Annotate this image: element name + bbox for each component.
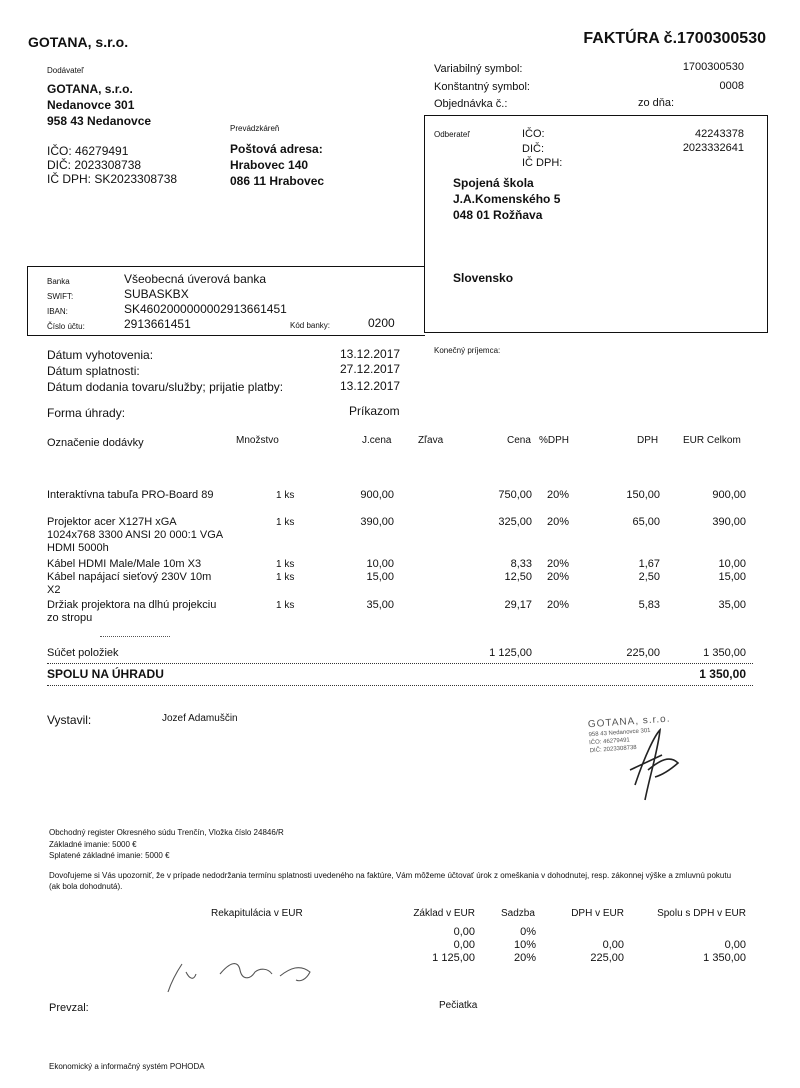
item-unit-price: 10,00 [366, 558, 394, 570]
sum-separator [47, 663, 753, 664]
item-vat-pct: 20% [547, 516, 570, 528]
item-desc: Držiak projektora na dlhú projekciu zo stropu [47, 599, 217, 624]
customer-dic-label: DIČ: [522, 143, 544, 155]
customer-street: J.A.Komenského 5 [453, 192, 561, 206]
constant-symbol-value: 0008 [719, 80, 744, 92]
supplier-name: GOTANA, s.r.o. [47, 82, 133, 96]
recap-row [0, 926, 800, 939]
invoice-title: FAKTÚRA č.1700300530 [583, 30, 766, 47]
col-vat-pct-header: %DPH [539, 435, 570, 446]
supplier-icdph: IČ DPH: SK2023308738 [47, 172, 178, 186]
order-number-label: Objednávka č.: [434, 98, 508, 110]
issue-date-label: Dátum vyhotovenia: [47, 348, 154, 362]
supplier-street: Nedanovce 301 [47, 98, 135, 112]
item-total: 10,00 [718, 558, 746, 570]
item-unit-price: 35,00 [366, 599, 394, 611]
supplier-dic: DIČ: 2023308738 [47, 158, 142, 172]
table-row [0, 558, 800, 572]
customer-dic-value: 2023332641 [682, 142, 744, 154]
customer-ico-value: 42243378 [695, 128, 744, 140]
recap-row [0, 939, 800, 952]
recap-total: 0,00 [724, 939, 746, 951]
customer-icdph-label: IČ DPH: [522, 157, 563, 169]
stamp-line-4: DIČ: 2023308738 [589, 744, 637, 755]
col-vat-header: DPH [637, 435, 659, 446]
item-vat-pct: 20% [547, 571, 570, 583]
table-row [0, 599, 800, 625]
recap-vat: 225,00 [590, 952, 624, 964]
col-total-header: EUR Celkom [683, 435, 741, 446]
recap-base: 1 125,00 [432, 952, 475, 964]
col-price-header: Cena [507, 435, 531, 446]
table-row [0, 571, 800, 597]
item-qty: 1 ks [276, 572, 295, 583]
item-price: 8,33 [510, 558, 532, 570]
payment-form-value: Príkazom [349, 404, 400, 418]
recap-total-header: Spolu s DPH v EUR [657, 908, 746, 919]
recap-base: 0,00 [453, 926, 475, 938]
item-unit-price: 900,00 [360, 489, 394, 501]
item-vat: 150,00 [626, 489, 660, 501]
customer-country: Slovensko [453, 271, 514, 285]
grand-total-label: SPOLU NA ÚHRADU [47, 667, 164, 681]
table-row [0, 516, 800, 556]
item-price: 12,50 [504, 571, 532, 583]
item-vat: 1,67 [638, 558, 660, 570]
bank-code-label: Kód banky: [290, 321, 331, 330]
item-vat-pct: 20% [547, 599, 570, 611]
item-qty: 1 ks [276, 600, 295, 611]
recap-rate: 20% [513, 952, 536, 964]
issued-by-name: Jozef Adamuščin [162, 713, 238, 724]
item-unit-price: 390,00 [360, 516, 394, 528]
item-total: 390,00 [712, 516, 746, 528]
supplier-ico: IČO: 46279491 [47, 144, 129, 158]
stamp-line-1: GOTANA, s.r.o. [587, 713, 671, 731]
item-vat-pct: 20% [547, 489, 570, 501]
col-desc-header: Označenie dodávky [47, 437, 144, 449]
issue-date-value: 13.12.2017 [340, 347, 401, 361]
item-total: 900,00 [712, 489, 746, 501]
premises-city: 086 11 Hrabovec [230, 174, 325, 188]
item-qty: 1 ks [276, 559, 295, 570]
recap-rate-header: Sadzba [501, 908, 535, 919]
table-row [0, 489, 800, 515]
recap-row [0, 952, 800, 965]
payment-form-label: Forma úhrady: [47, 406, 126, 420]
account-value: 2913661451 [124, 317, 191, 331]
customer-city: 048 01 Rožňava [453, 208, 543, 222]
sum-label: Súčet položiek [47, 647, 119, 659]
sum-price: 1 125,00 [489, 647, 532, 659]
customer-label: Odberateľ [434, 130, 470, 139]
final-recipient-label: Konečný príjemca: [434, 346, 501, 355]
supplier-city: 958 43 Nedanovce [47, 114, 152, 128]
item-vat: 65,00 [632, 516, 660, 528]
grand-total-row [0, 667, 800, 685]
system-footer: Ekonomický a informačný systém POHODA [49, 1062, 205, 1071]
item-total: 15,00 [718, 571, 746, 583]
grand-total-value: 1 350,00 [699, 667, 746, 681]
stamp-line-3: IČO: 46279491 [588, 737, 631, 747]
item-desc: Kábel napájací sieťový 230V 10m X2 [47, 571, 212, 596]
item-price: 325,00 [498, 516, 532, 528]
items-header-row [0, 434, 800, 450]
stamp-line-2: 958 43 Nedanovce 301 [588, 727, 651, 739]
bank-code-value: 0200 [368, 316, 395, 330]
swift-value: SUBASKBX [124, 287, 189, 301]
recap-rate: 10% [513, 939, 536, 951]
recap-vat-header: DPH v EUR [571, 908, 624, 919]
item-vat: 2,50 [638, 571, 660, 583]
item-qty: 1 ks [276, 490, 295, 501]
late-payment-notice: Dovoľujeme si Vás upozorniť, že v prípade nedodržania termínu splatnosti uvedeného na faktúre, Vám môžeme účtovať úrok z omeškania v dohodnutej, resp. zákonnej výške a zmluvnú pokutu (ak bola dohodnutá). [49, 871, 732, 891]
col-discount-header: Zľava [418, 435, 444, 446]
account-label: Číslo účtu: [47, 322, 85, 331]
item-unit-price: 15,00 [366, 571, 394, 583]
register-note: Obchodný register Okresného súdu Trenčín, Vložka číslo 24846/R [49, 828, 284, 837]
recap-title: Rekapitulácia v EUR [211, 908, 303, 919]
constant-symbol-label: Konštantný symbol: [434, 81, 530, 93]
iban-value: SK4602000000002913661451 [124, 302, 287, 316]
item-total: 35,00 [718, 599, 746, 611]
customer-ico-label: IČO: [522, 128, 545, 140]
recap-vat: 0,00 [602, 939, 624, 951]
premises-street: Hrabovec 140 [230, 158, 309, 172]
item-desc: Projektor acer X127H xGA 1024x768 3300 ANSI 20 000:1 VGA HDMI 5000h [47, 516, 223, 554]
supplier-label: Dodávateľ [47, 66, 84, 75]
stamp-label: Pečiatka [439, 1000, 478, 1011]
bank-name: Všeobecná úverová banka [124, 272, 267, 286]
recap-rate: 0% [520, 926, 536, 938]
item-qty: 1 ks [276, 517, 295, 528]
postal-address-label: Poštová adresa: [230, 142, 323, 156]
sum-vat: 225,00 [626, 647, 660, 659]
capital-note: Základné imanie: 5000 € [49, 840, 137, 849]
bank-label: Banka [47, 277, 70, 286]
item-price: 750,00 [498, 489, 532, 501]
swift-label: SWIFT: [47, 292, 74, 301]
variable-symbol-value: 1700300530 [682, 61, 744, 73]
delivery-date-label: Dátum dodania tovaru/služby; prijatie platby: [47, 380, 284, 394]
premises-label: Prevádzkáreň [230, 124, 280, 133]
items-separator [100, 636, 170, 637]
header-company: GOTANA, s.r.o. [28, 34, 129, 50]
item-desc: Kábel HDMI Male/Male 10m X3 [47, 558, 202, 570]
col-qty-header: Množstvo [236, 435, 279, 446]
iban-label: IBAN: [47, 307, 68, 316]
item-desc: Interaktívna tabuľa PRO-Board 89 [47, 489, 214, 501]
sum-row [0, 647, 800, 663]
col-unit-price-header: J.cena [362, 435, 392, 446]
grand-separator [47, 685, 753, 686]
due-date-label: Dátum splatnosti: [47, 364, 140, 378]
item-vat-pct: 20% [547, 558, 570, 570]
customer-name: Spojená škola [453, 176, 534, 190]
delivery-date-value: 13.12.2017 [340, 379, 401, 393]
sum-total: 1 350,00 [703, 647, 746, 659]
recap-base-header: Základ v EUR [413, 908, 475, 919]
due-date-value: 27.12.2017 [340, 362, 401, 376]
received-by-label: Prevzal: [49, 1002, 89, 1014]
issuer-signature [600, 715, 720, 805]
recipient-signature [160, 950, 320, 1000]
order-date-label: zo dňa: [638, 97, 675, 109]
recap-total: 1 350,00 [703, 952, 746, 964]
item-price: 29,17 [504, 599, 532, 611]
paid-capital-note: Splatené základné imanie: 5000 € [49, 851, 170, 860]
recap-base: 0,00 [453, 939, 475, 951]
item-vat: 5,83 [638, 599, 660, 611]
variable-symbol-label: Variabilný symbol: [434, 63, 523, 75]
issued-by-label: Vystavil: [47, 713, 92, 727]
